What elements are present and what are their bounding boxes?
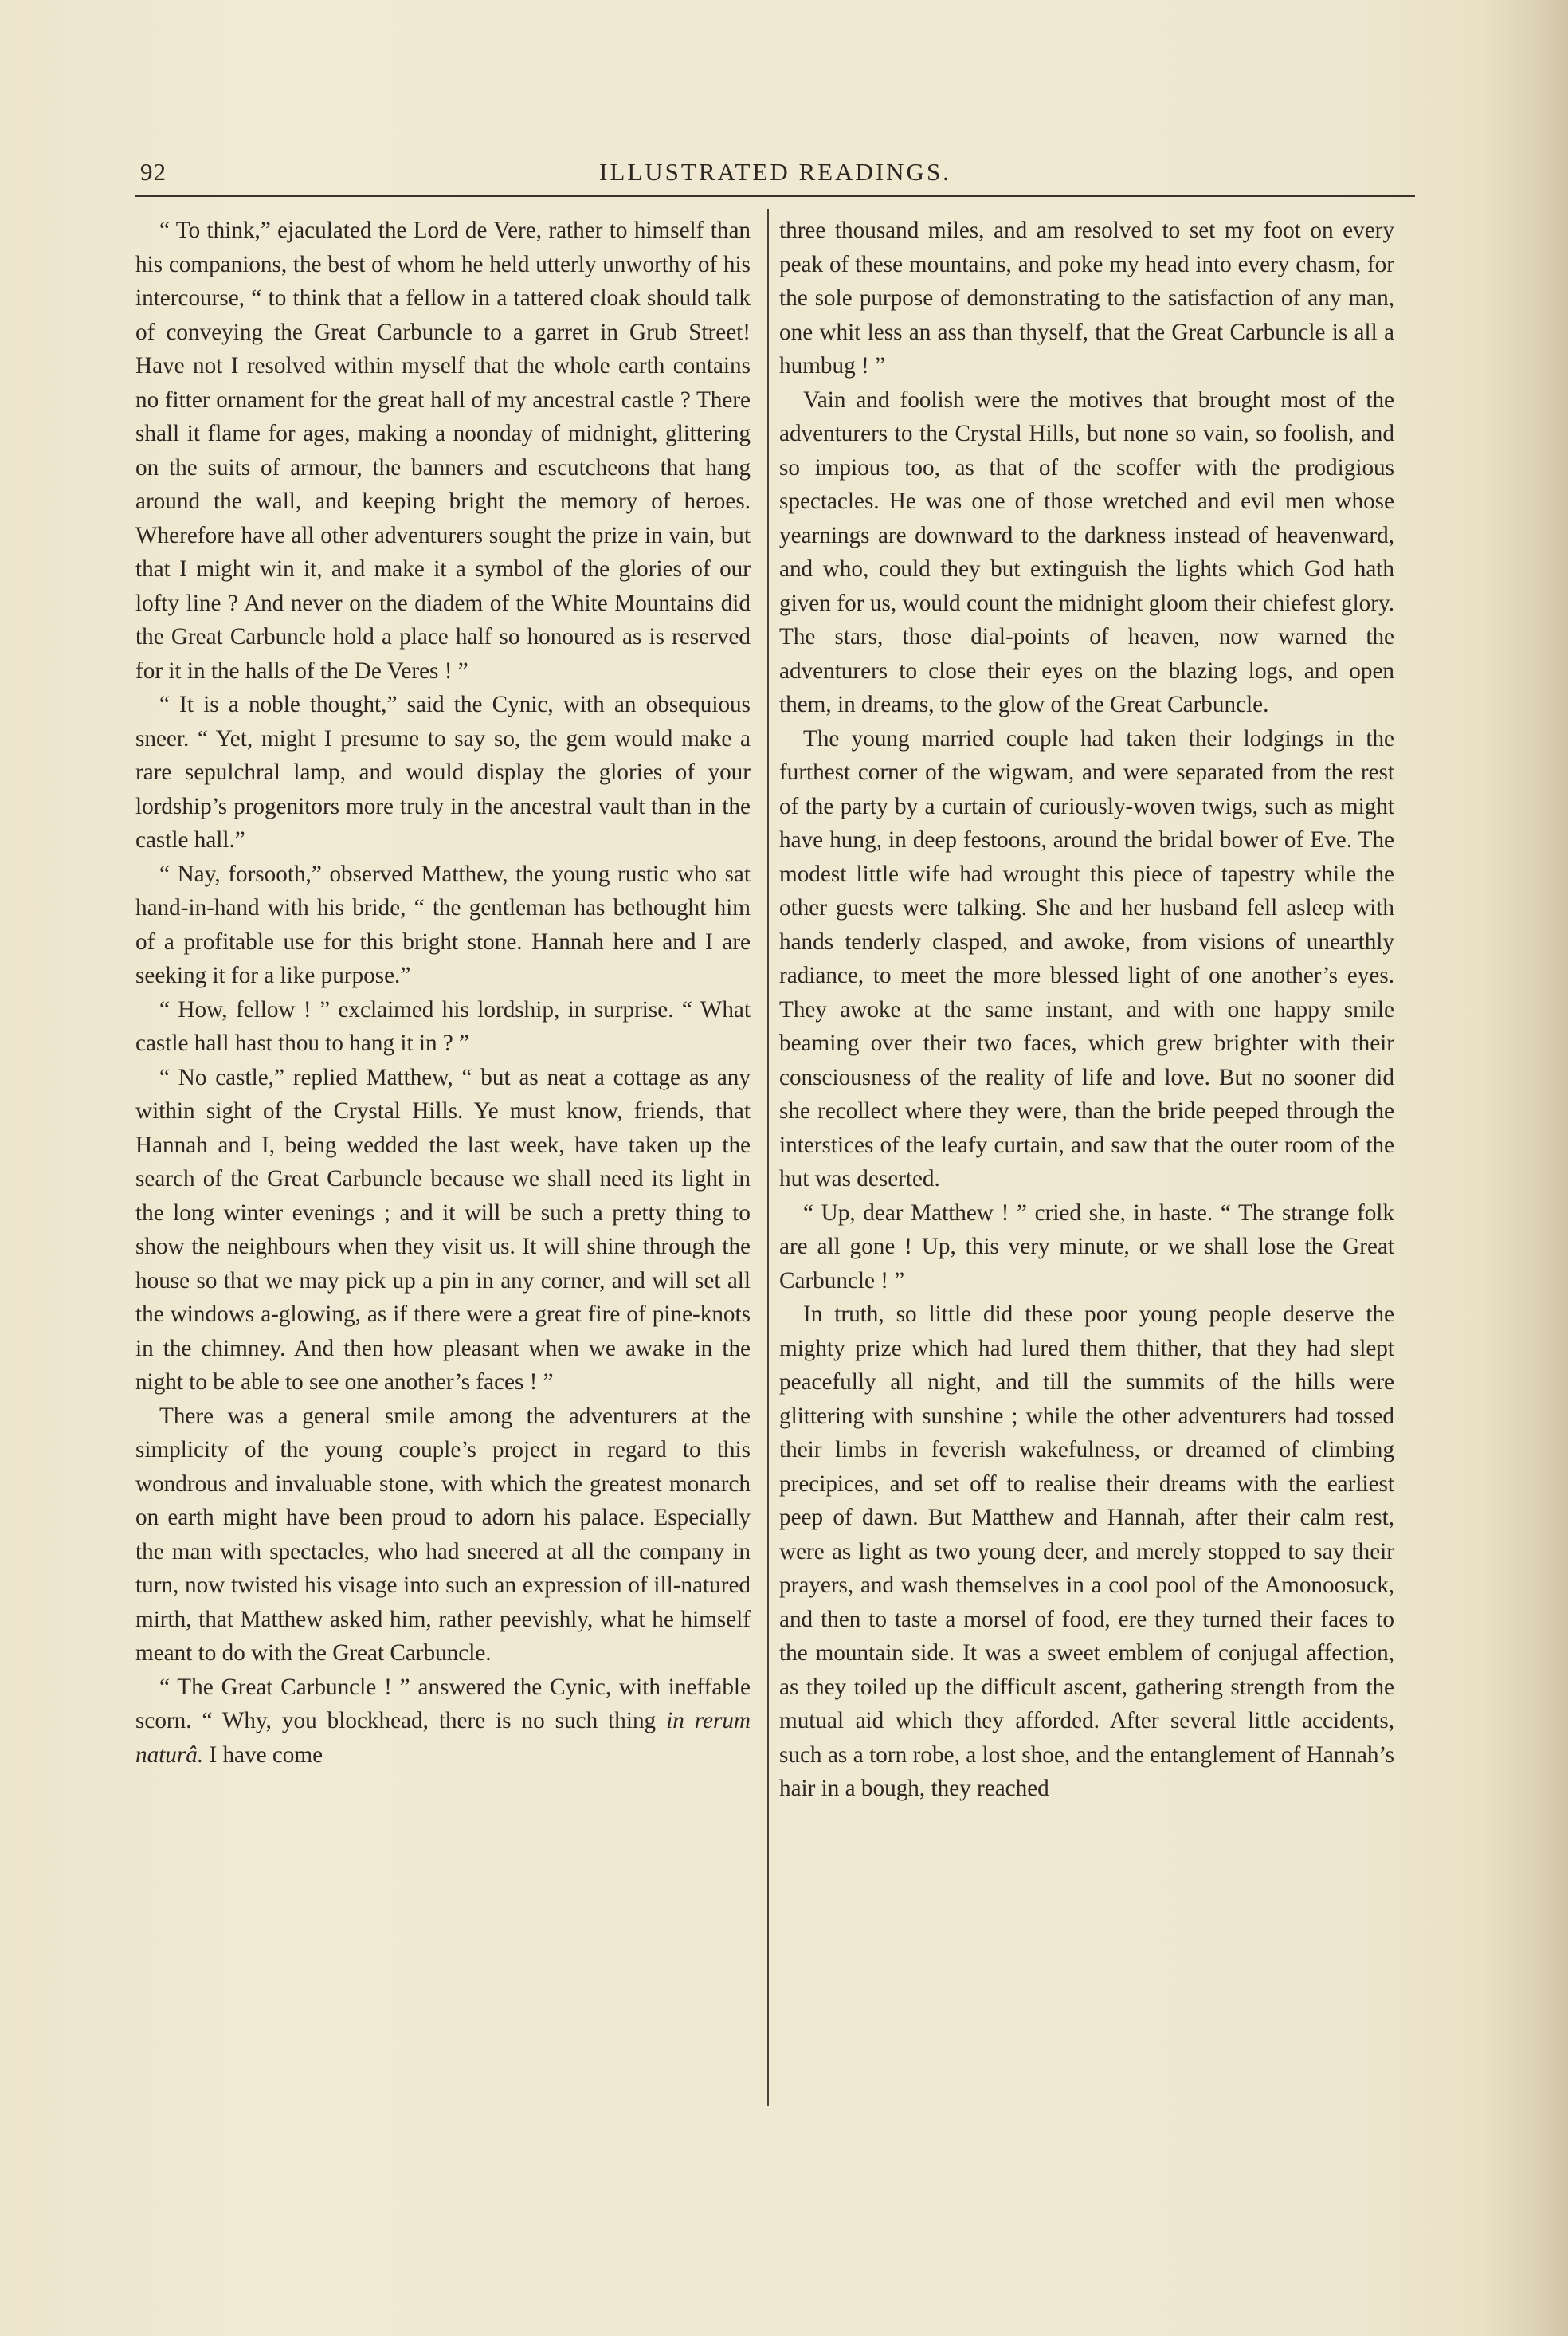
paragraph: “ Up, dear Matthew ! ” cried she, in haste. “ The strange folk are all gone ! Up, this very minute, or we shall lose the Great Carbuncle ! ”: [779, 1199, 1394, 1294]
paragraph: “ To think,” ejaculated the Lord de Vere, rather to himself than his companions, the best of whom he held utterly unworthy of his intercourse, “ to think that a fellow in a tattered cloak should talk of conveying the Great Carbuncle to a garret in Grub Street! Have not I resolved within myself that the whole earth contains no fitter ornament for the great hall of my ancestral castle ? There shall it flame for ages, making a noonday of midnight, glittering on the suits of armour, the banners and escutcheons that hang around the wall, and keeping bright the memory of heroes. Wherefore have all other adventurers sought the prize in vain, but that I might win it, and make it a symbol of the glories of our lofty line ? And never on the diadem of the White Mountains did the Great Carbuncle hold a place half so honoured as is reserved for it in the halls of the De Veres ! ”: [135, 218, 751, 684]
paragraph: [135, 1671, 751, 1773]
paragraph-continued: three thousand miles, and am resolved to set my foot on every peak of these mountains, and poke my head into every chasm, for the sole purpose of demonstrating to the satisfaction of any man, one whit less an ass than thyself, that the Great Carbuncle is all a humbug ! ”: [779, 218, 1394, 379]
right-column: [779, 214, 1394, 1806]
paragraph: There was a general smile among the adventurers at the simplicity of the young couple’s project in regard to this wondrous and invaluable stone, with which the greatest monarch on earth might have been proud to adorn his palace. Especially the man with spectacles, who had sneered at all the company in turn, now twisted his visage into such an expression of ill-natured mirth, that Matthew asked him, rather peevishly, what he himself meant to do with the Great Carbuncle.: [135, 1403, 751, 1666]
paragraph: In truth, so little did these poor young people deserve the mighty prize which had lured them thither, that they had slept peacefully all night, and till the summits of the hills were glittering with sunshine ; while the other adventurers had tossed their limbs in feverish wakefulness, or dreamed of climbing precipices, and set off to realise their dreams with the earliest peep of dawn. But Matthew and Hannah, after their calm rest, were as light as two young deer, and merely stopped to say their prayers, and wash themselves in a cool pool of the Amonoosuck, and then to taste a morsel of food, ere they turned their faces to the mountain side. It was a sweet emblem of conjugal affection, as they toiled up the difficult ascent, gathering strength from the mutual aid which they afforded. After several little accidents, such as a torn robe, a lost shoe, and the entanglement of Hannah’s hair in a bough, they reached: [779, 1301, 1394, 1801]
running-title: ILLUSTRATED READINGS.: [599, 158, 951, 186]
header-rule: [135, 195, 1415, 197]
paragraph: “ Nay, forsooth,” observed Matthew, the young rustic who sat hand-in-hand with his bride, “ the gentleman has bethought him of a profitable use for this bright stone. Hannah here and I are seeking it for a like purpose.”: [135, 861, 751, 988]
paragraph: Vain and foolish were the motives that brought most of the adventurers to the Crystal Hills, but none so vain, so foolish, and so impious too, as that of the scoffer with the prodigious spectacles. He was one of those wretched and evil men whose yearnings are downward to the darkness instead of heavenward, and who, could they but extinguish the lights which God hath given for us, would count the midnight gloom their chiefest glory. The stars, those dial-points of heaven, now warned the adventurers to close their eyes on the blazing logs, and open them, in dreams, to the glow of the Great Carbuncle.: [779, 387, 1394, 717]
paragraph: The young married couple had taken their lodgings in the furthest corner of the wigwam, and were separated from the rest of the party by a curtain of curiously-woven twigs, such as might have hung, in deep festoons, around the bridal bower of Eve. The modest little wife had wrought this piece of tapestry while the other guests were talking. She and her husband fell asleep with hands tenderly clasped, and awoke, from visions of unearthly radiance, to meet the more blessed light of one another’s eyes. They awoke at the same instant, and with one happy smile beaming over their two faces, which grew brighter with their consciousness of the reality of life and love. But no sooner did she recollect where they were, than the bride peeped through the interstices of the leafy curtain, and saw that the outer room of the hut was deserted.: [779, 725, 1394, 1192]
column-divider: [767, 209, 769, 2106]
paragraph: “ How, fellow ! ” exclaimed his lordship, in surprise. “ What castle hall hast thou to hang it in ? ”: [135, 996, 751, 1056]
paragraph: “ It is a noble thought,” said the Cynic, with an obsequious sneer. “ Yet, might I presume to say so, the gem would make a rare sepulchral lamp, and would display the glories of your lordship’s progenitors more truly in the ancestral vault than in the castle hall.”: [135, 692, 751, 853]
running-header: [135, 158, 1415, 190]
paragraph: “ No castle,” replied Matthew, “ but as neat a cottage as any within sight of the Crystal Hills. Ye must know, friends, that Hannah and I, being wedded the last week, have taken up the search of the Great Carbuncle because we shall need its light in the long winter evenings ; and it will be such a pretty thing to show the neighbours when they visit us. It will shine through the house so that we may pick up a pin in any corner, and will set all the windows a-glowing, as if there were a great fire of pine-knots in the chimney. And then how pleasant when we awake in the night to be able to see one another’s faces ! ”: [135, 1064, 751, 1395]
paragraph-text: “ The Great Carbuncle ! ” answered the Cynic, with ineffable scorn. “ Why, you blockhead, there is no such thing: [135, 1674, 751, 1733]
page-edge-shading: [1480, 0, 1568, 2336]
latin-phrase: in rerum naturâ.: [135, 1708, 751, 1768]
left-column: [135, 214, 751, 1772]
paragraph-text: I have come: [203, 1741, 323, 1768]
page-number: 92: [140, 158, 167, 186]
